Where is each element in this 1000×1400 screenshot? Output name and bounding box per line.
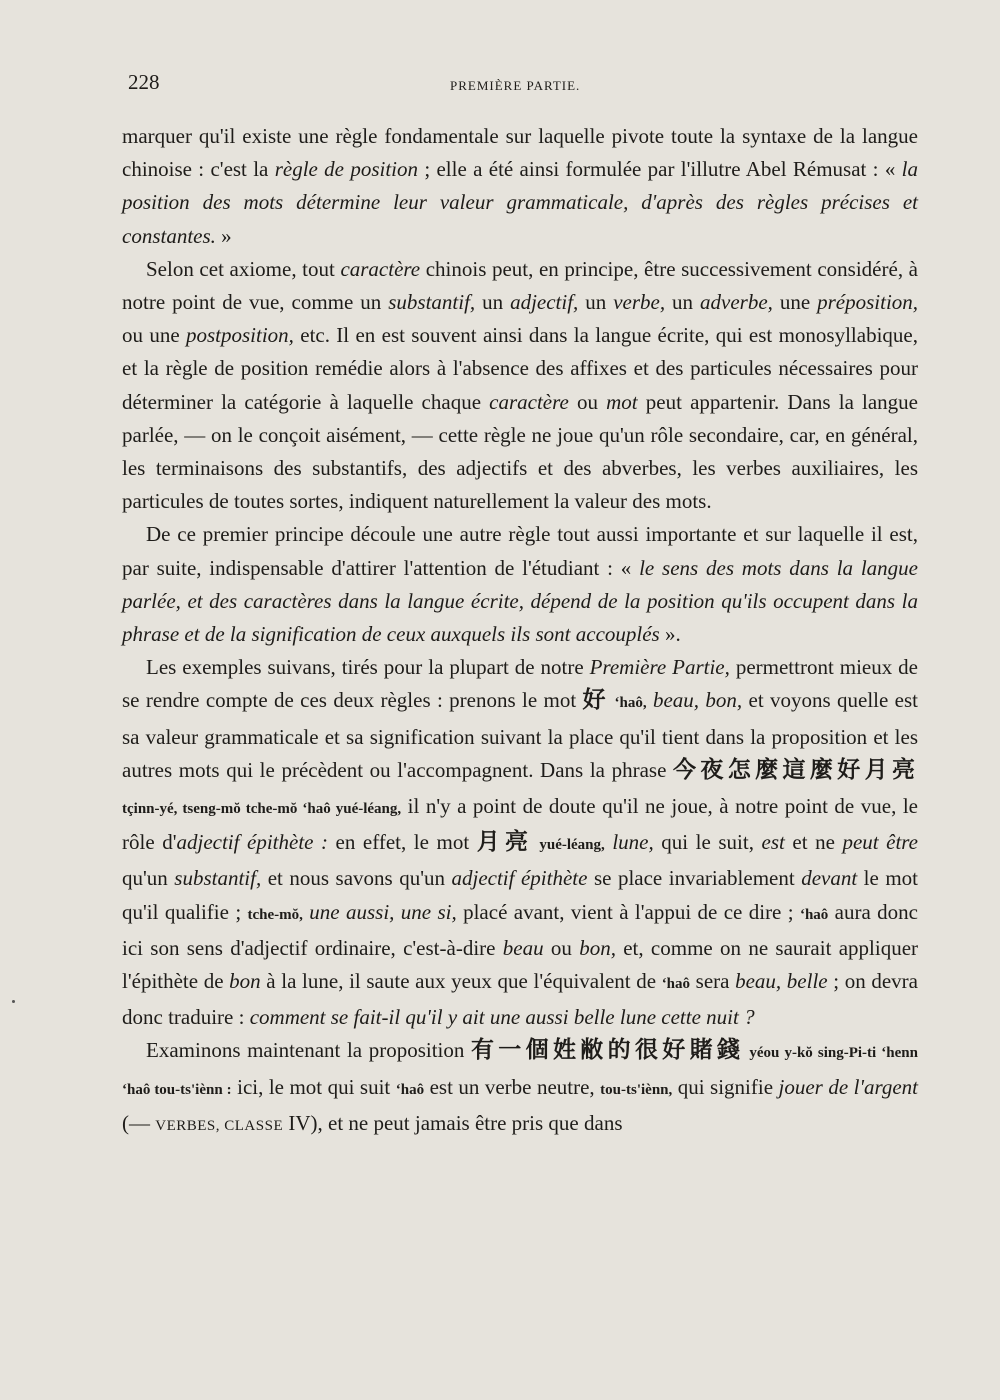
text-run: placé avant, vient à l'appui de ce dire ;: [456, 899, 800, 924]
text-run: ».: [659, 622, 681, 647]
italic-run: préposition,: [817, 290, 919, 315]
romanization: ʻhaô: [799, 906, 829, 923]
romanization: tou-ts'iènn,: [600, 1081, 673, 1098]
text-run: IV), et ne peut jamais être pris que dans: [283, 1110, 623, 1135]
text-run: ; elle a été ainsi formulée par l'illutre Abel Rémusat : «: [418, 157, 902, 182]
text-run: ici, le mot qui suit: [231, 1074, 396, 1099]
text-run: permettront mieux de se rendre compte de ces deux règles : prenons le mot: [122, 655, 918, 713]
text-run: etc. Il en est souvent ainsi dans la langue écrite, qui est monosyllabique, et la règle de position remédie alors à l'absence des affixes et des particules nécessaires pour déterminer la catégorie à laquelle chaque: [122, 323, 918, 414]
paragraph-1: [122, 120, 918, 253]
italic-run: lune,: [604, 830, 654, 855]
text-run: (—: [122, 1110, 156, 1135]
text-run: ; on devra donc traduire :: [122, 969, 918, 1030]
romanization: yué-léang,: [533, 837, 605, 854]
italic-run: beau: [502, 935, 544, 960]
paragraph-4: [122, 651, 918, 1034]
italic-run: substantif,: [174, 866, 262, 891]
paragraph-2: [122, 253, 918, 519]
italic-run: Première Partie,: [589, 655, 730, 680]
page-header: [128, 70, 910, 100]
italic-run: jouer de l'argent: [778, 1074, 919, 1099]
running-title: PREMIÈRE PARTIE.: [450, 78, 581, 93]
text-run: un: [578, 290, 614, 315]
italic-run: postposition,: [185, 323, 294, 348]
text-run: un: [665, 290, 700, 315]
romanization: ʻhaô: [395, 1081, 425, 1098]
text-run: De ce premier principe découle une autre règle tout aussi importante et sur laquelle il est, par suite, indispensable d'attirer l'attention de l'étudiant : «: [122, 522, 918, 580]
italic-run: beau, belle: [735, 969, 828, 994]
italic-run: adjectif épithète: [451, 866, 588, 891]
italic-run: le sens des mots dans la langue parlée, et des caractères dans la langue écrite, dépend de la position qu'ils occupent dans la phrase et de la signification de ceux auxquels ils sont accouplés: [122, 555, 918, 647]
italic-run: caractère: [489, 389, 569, 414]
romanization: ʻhaô,: [609, 695, 647, 712]
page-number: 228: [128, 70, 160, 94]
text-run: Les exemples suivans, tirés pour la plupart de notre: [146, 655, 590, 680]
italic-run: comment se fait-il qu'il y ait une aussi belle lune cette nuit ?: [249, 1005, 755, 1030]
text-run: ou: [543, 935, 580, 960]
italic-run: beau, bon,: [646, 688, 743, 713]
italic-run: la position des mots détermine leur valeur grammaticale, d'après des règles précises et constantes.: [122, 157, 918, 248]
chinese-characters: 有一個姓敝的很好賭錢: [470, 1037, 745, 1064]
text-run: qui signifie: [672, 1074, 779, 1099]
italic-run: adjectif,: [510, 290, 579, 315]
italic-run: bon: [229, 969, 261, 994]
italic-run: adverbe,: [700, 290, 773, 315]
italic-run: adjectif épithète :: [176, 830, 329, 855]
italic-run: verbe,: [613, 290, 666, 315]
text-run: peut appartenir. Dans la langue parlée, — on le conçoit aisément, — cette règle ne joue qu'un rôle secondaire, car, en général, les terminaisons des substantifs, des adjectifs et des abverbes, les verbes auxiliaires, les particules de toutes sortes, indiquent naturellement la valeur des mots.: [122, 389, 919, 514]
text-run: et ne: [784, 830, 843, 855]
italic-run: substantif,: [388, 290, 476, 315]
italic-run: bon,: [579, 935, 616, 960]
chinese-characters: 好: [582, 687, 610, 714]
text-run: qui le suit,: [653, 830, 762, 855]
text-run: est un verbe neutre,: [424, 1074, 601, 1099]
text-run: Examinons maintenant la proposition: [146, 1038, 471, 1063]
small-caps-run: VERBES, CLASSE: [155, 1117, 284, 1134]
romanization: tçinn-yé, tseng-mŏ tche-mŏ ʻhaô yué-léang,: [122, 801, 402, 818]
text-run: sera: [690, 969, 736, 994]
text-run: et nous savons qu'un: [261, 866, 452, 891]
text-run: marquer qu'il existe une règle fondamentale sur laquelle pivote toute la syntaxe de la langue chinoise : c'est la: [122, 124, 918, 182]
text-run: en effet, le mot: [328, 830, 477, 855]
chinese-characters: 月亮: [476, 829, 534, 856]
italic-run: une aussi, une si,: [302, 899, 457, 924]
italic-run: mot: [606, 389, 638, 414]
text-run: chinois peut, en principe, être successivement considéré, à notre point de vue, comme un: [122, 256, 918, 315]
text-run: qu'un: [122, 866, 175, 891]
text-run: se place invariablement: [587, 866, 802, 891]
text-run: »: [215, 223, 232, 248]
text-run: un: [475, 290, 511, 315]
text-run: une: [772, 290, 818, 315]
text-run: ou: [568, 389, 607, 414]
text-run: et, comme on ne saurait appliquer l'épithète de: [122, 935, 919, 994]
text-run: il n'y a point de doute qu'il ne joue, à notre point de vue, le rôle d': [122, 794, 918, 855]
italic-run: devant: [801, 866, 858, 891]
romanization: tche-mŏ,: [247, 906, 303, 923]
italic-run: est: [761, 830, 785, 855]
italic-run: caractère: [340, 256, 421, 281]
body-text: [122, 120, 918, 1143]
text-run: aura donc ici son sens d'adjectif ordinaire, c'est-à-dire: [122, 899, 918, 960]
paragraph-5: [122, 1034, 918, 1143]
text-run: Selon cet axiome, tout: [146, 256, 341, 281]
italic-run: règle de position: [274, 157, 418, 182]
romanization: ʻhaô: [661, 976, 691, 993]
text-run: et voyons quelle est sa valeur grammaticale et sa signification suivant la place qu'il tient dans la proposition et les autres mots qui le précèdent ou l'accompagnent. Dans la phrase: [122, 688, 919, 782]
romanization: yéou y-kŏ sing-Pi-ti ʻhenn ʻhaô tou-ts'iènn :: [122, 1045, 918, 1098]
text-run: ou une: [122, 323, 186, 348]
text-run: le mot qu'il qualifie ;: [122, 866, 918, 924]
text-run: à la lune, il saute aux yeux que l'équivalent de: [260, 969, 662, 994]
margin-speck: [12, 1000, 15, 1003]
paragraph-3: [122, 518, 918, 651]
chinese-characters: 今夜怎麼這麼好月亮: [673, 756, 918, 783]
italic-run: peut être: [842, 830, 919, 855]
